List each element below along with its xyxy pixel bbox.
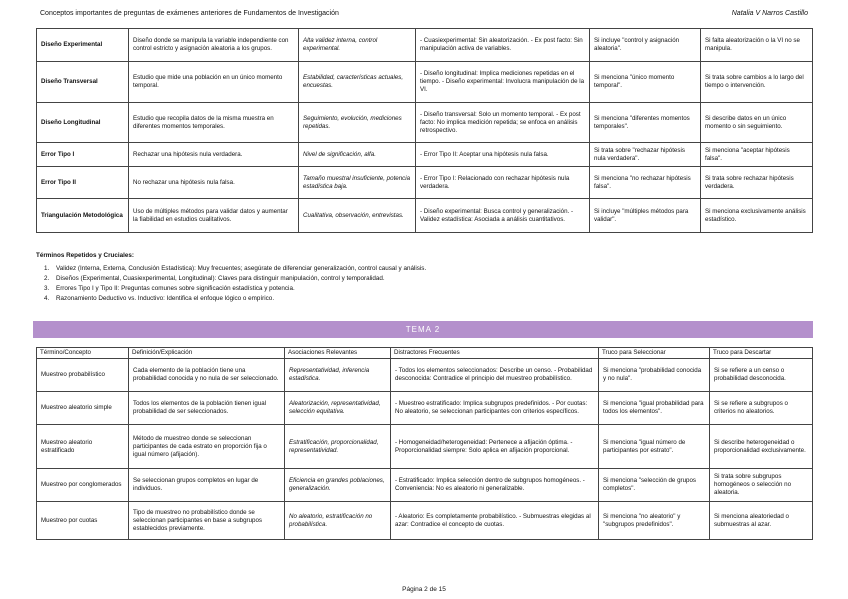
table-row bbox=[37, 167, 813, 199]
repeated-terms-list bbox=[36, 264, 812, 304]
term-cell: Muestreo por cuotas bbox=[37, 502, 129, 540]
definition-cell: Tipo de muestreo no probabilístico donde se seleccionan participantes en base a subgrupos establecidos previamente. bbox=[129, 502, 285, 540]
discard-trick-cell: Si describe datos en un único momento o sin seguimiento. bbox=[701, 103, 813, 143]
select-trick-cell: Si menciona "no rechazar hipótesis falsa". bbox=[590, 167, 701, 199]
header-author: Natalia V Narros Castillo bbox=[731, 10, 808, 17]
distractors-cell: - Aleatorio: Es completamente probabilístico. - Submuestras elegidas al azar: Contradice el concepto de cuotas. bbox=[391, 502, 599, 540]
associations-cell: Estabilidad, características actuales, encuestas. bbox=[299, 62, 416, 103]
table-row bbox=[37, 359, 813, 392]
table-tema-2 bbox=[36, 347, 813, 540]
distractors-cell: - Homogeneidad/heterogeneidad: Pertenece a afijación óptima. - Proporcionalidad siempre: Solo aplica en afijación proporcional. bbox=[391, 425, 599, 469]
distractors-cell: - Cuasiexperimental: Sin aleatorización. - Ex post facto: Sin manipulación activa de variables. bbox=[416, 29, 590, 62]
associations-cell: Tamaño muestral insuficiente, potencia estadística baja. bbox=[299, 167, 416, 199]
term-cell: Diseño Experimental bbox=[37, 29, 129, 62]
discard-trick-cell: Si trata sobre rechazar hipótesis verdadera. bbox=[701, 167, 813, 199]
select-trick-cell: Si trata sobre "rechazar hipótesis nula verdadera". bbox=[590, 143, 701, 167]
distractors-cell: - Todos los elementos seleccionados: Describe un censo. - Probabilidad desconocida: Contradice el principio del muestreo probabilístico. bbox=[391, 359, 599, 392]
definition-cell: Diseño donde se manipula la variable independiente con control estricto y asignación aleatoria a los grupos. bbox=[129, 29, 299, 62]
term-cell: Diseño Longitudinal bbox=[37, 103, 129, 143]
page-header bbox=[40, 10, 808, 22]
term-cell: Error Tipo I bbox=[37, 143, 129, 167]
associations-cell: Seguimiento, evolución, mediciones repetidas. bbox=[299, 103, 416, 143]
definition-cell: Cada elemento de la población tiene una probabilidad conocida y no nula de ser seleccionado. bbox=[129, 359, 285, 392]
definition-cell: Estudio que recopila datos de la misma muestra en diferentes momentos temporales. bbox=[129, 103, 299, 143]
discard-trick-cell: Si trata sobre subgrupos homogéneos o selección no aleatoria. bbox=[710, 469, 813, 502]
distractors-cell: - Estratificado: Implica selección dentro de subgrupos homogéneos. - Conveniencia: No es aleatorio ni generalizable. bbox=[391, 469, 599, 502]
definition-cell: Todos los elementos de la población tienen igual probabilidad de ser seleccionados. bbox=[129, 392, 285, 425]
header-title: Conceptos importantes de preguntas de exámenes anteriores de Fundamentos de Investigación bbox=[40, 10, 339, 17]
term-cell: Triangulación Metodológica bbox=[37, 199, 129, 233]
table-row bbox=[37, 469, 813, 502]
page-number: Página 2 de 15 bbox=[402, 586, 446, 593]
associations-cell: Alta validez interna, control experimental. bbox=[299, 29, 416, 62]
column-header: Distractores Frecuentes bbox=[391, 348, 599, 359]
select-trick-cell: Si menciona "igual número de participantes por estrato". bbox=[599, 425, 710, 469]
discard-trick-cell: Si menciona "aceptar hipótesis falsa". bbox=[701, 143, 813, 167]
discard-trick-cell: Si falta aleatorización o la VI no se manipula. bbox=[701, 29, 813, 62]
discard-trick-cell: Si se refiere a subgrupos o criterios no aleatorios. bbox=[710, 392, 813, 425]
discard-trick-cell: Si menciona aleatoriedad o submuestras al azar. bbox=[710, 502, 813, 540]
table-row bbox=[37, 62, 813, 103]
column-header: Asociaciones Relevantes bbox=[285, 348, 391, 359]
column-header: Truco para Descartar bbox=[710, 348, 813, 359]
table-row bbox=[37, 103, 813, 143]
list-item: 4. Razonamiento Deductivo vs. Inductivo: Identifica el enfoque lógico o empírico. bbox=[51, 294, 812, 304]
repeated-terms-section bbox=[36, 251, 812, 304]
associations-cell: No aleatorio, estratificación no probabilística. bbox=[285, 502, 391, 540]
distractors-cell: - Diseño transversal: Solo un momento temporal. - Ex post facto: No implica medición repetida; se enfoca en análisis retrospectivo. bbox=[416, 103, 590, 143]
table-row bbox=[37, 199, 813, 233]
column-header: Definición/Explicación bbox=[129, 348, 285, 359]
term-cell: Error Tipo II bbox=[37, 167, 129, 199]
associations-cell: Eficiencia en grandes poblaciones, generalización. bbox=[285, 469, 391, 502]
definition-cell: Método de muestreo donde se seleccionan participantes de cada estrato en proporción fija o igual número (afijación). bbox=[129, 425, 285, 469]
table-row bbox=[37, 425, 813, 469]
term-cell: Muestreo aleatorio estratificado bbox=[37, 425, 129, 469]
distractors-cell: - Diseño longitudinal: Implica mediciones repetidas en el tiempo. - Diseño experimental: Involucra manipulación de la VI. bbox=[416, 62, 590, 103]
select-trick-cell: Si menciona "selección de grupos completos". bbox=[599, 469, 710, 502]
list-item: 1. Validez (Interna, Externa, Conclusión Estadística): Muy frecuentes; asegúrate de diferenciar generalización, control causal y análisis. bbox=[51, 264, 812, 274]
definition-cell: No rechazar una hipótesis nula falsa. bbox=[129, 167, 299, 199]
associations-cell: Representatividad, inferencia estadística. bbox=[285, 359, 391, 392]
table-header-row bbox=[37, 348, 813, 359]
column-header: Término/Concepto bbox=[37, 348, 129, 359]
select-trick-cell: Si menciona "único momento temporal". bbox=[590, 62, 701, 103]
associations-cell: Nivel de significación, alfa. bbox=[299, 143, 416, 167]
column-header: Truco para Seleccionar bbox=[599, 348, 710, 359]
term-cell: Muestreo aleatorio simple bbox=[37, 392, 129, 425]
definition-cell: Se seleccionan grupos completos en lugar de individuos. bbox=[129, 469, 285, 502]
table-row bbox=[37, 502, 813, 540]
table-row bbox=[37, 143, 813, 167]
discard-trick-cell: Si se refiere a un censo o probabilidad desconocida. bbox=[710, 359, 813, 392]
definition-cell: Estudio que mide una población en un único momento temporal. bbox=[129, 62, 299, 103]
discard-trick-cell: Si trata sobre cambios a lo largo del tiempo o intervención. bbox=[701, 62, 813, 103]
discard-trick-cell: Si menciona exclusivamente análisis estadístico. bbox=[701, 199, 813, 233]
distractors-cell: - Error Tipo I: Relacionado con rechazar hipótesis nula verdadera. bbox=[416, 167, 590, 199]
table-row bbox=[37, 29, 813, 62]
term-cell: Muestreo probabilístico bbox=[37, 359, 129, 392]
definition-cell: Uso de múltiples métodos para validar datos y aumentar la fiabilidad en estudios cualitativos. bbox=[129, 199, 299, 233]
term-cell: Diseño Transversal bbox=[37, 62, 129, 103]
discard-trick-cell: Si describe heterogeneidad o proporcionalidad exclusivamente. bbox=[710, 425, 813, 469]
associations-cell: Cualitativa, observación, entrevistas. bbox=[299, 199, 416, 233]
definition-cell: Rechazar una hipótesis nula verdadera. bbox=[129, 143, 299, 167]
repeated-terms-title: Términos Repetidos y Cruciales: bbox=[36, 252, 134, 259]
select-trick-cell: Si menciona "igual probabilidad para todos los elementos". bbox=[599, 392, 710, 425]
distractors-cell: - Diseño experimental: Busca control y generalización. - Validez estadística: Asociada a análisis cuantitativos. bbox=[416, 199, 590, 233]
list-item: 2. Diseños (Experimental, Cuasiexperimental, Longitudinal): Claves para distinguir manipulación, control y temporalidad. bbox=[51, 274, 812, 284]
table-tema-1 bbox=[36, 28, 813, 233]
table-row bbox=[37, 392, 813, 425]
list-item: 3. Errores Tipo I y Tipo II: Preguntas comunes sobre significación estadística y potencia. bbox=[51, 284, 812, 294]
select-trick-cell: Si menciona "no aleatorio" y "subgrupos predefinidos". bbox=[599, 502, 710, 540]
section-banner: TEMA 2 bbox=[33, 321, 813, 338]
distractors-cell: - Muestreo estratificado: Implica subgrupos predefinidos. - Por cuotas: No aleatorio, se seleccionan participantes con criterios específicos. bbox=[391, 392, 599, 425]
associations-cell: Estratificación, proporcionalidad, representatividad. bbox=[285, 425, 391, 469]
select-trick-cell: Si menciona "probabilidad conocida y no nula". bbox=[599, 359, 710, 392]
distractors-cell: - Error Tipo II: Aceptar una hipótesis nula falsa. bbox=[416, 143, 590, 167]
associations-cell: Aleatorización, representatividad, selección equitativa. bbox=[285, 392, 391, 425]
term-cell: Muestreo por conglomerados bbox=[37, 469, 129, 502]
select-trick-cell: Si incluye "control y asignación aleatoria". bbox=[590, 29, 701, 62]
select-trick-cell: Si menciona "diferentes momentos temporales". bbox=[590, 103, 701, 143]
select-trick-cell: Si incluye "múltiples métodos para validar". bbox=[590, 199, 701, 233]
